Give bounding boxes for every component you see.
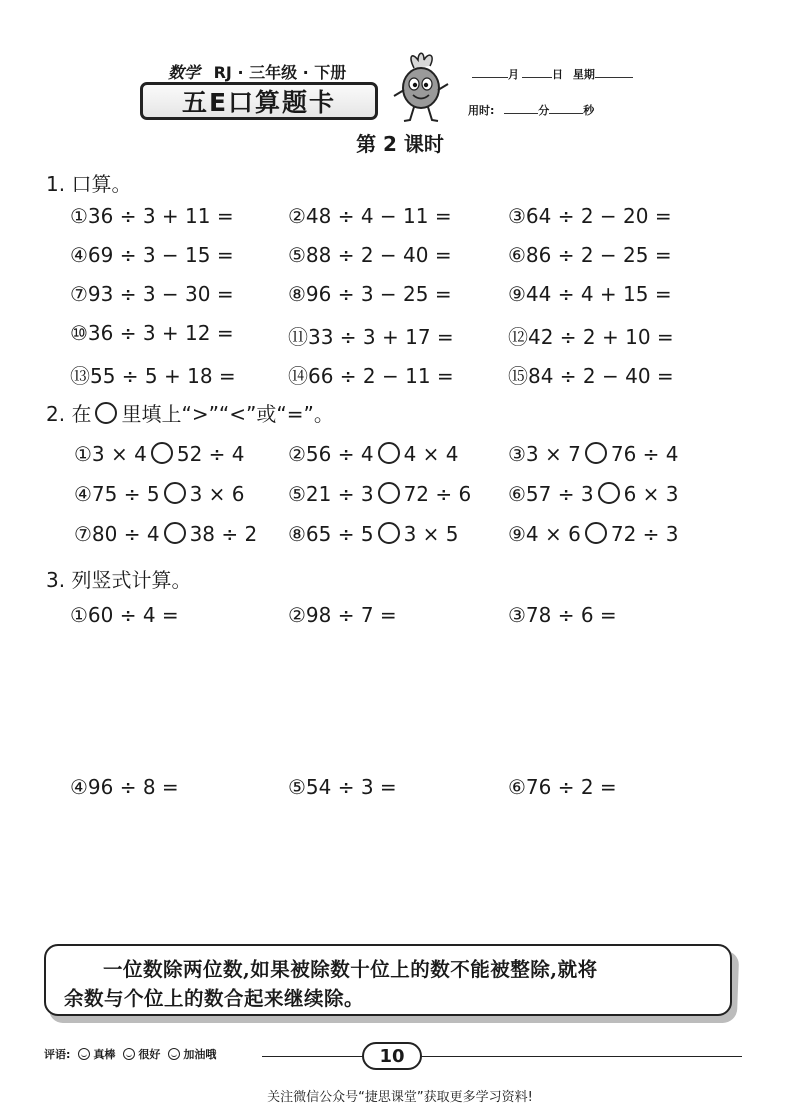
section2-title-suffix: 里填上“>”“<”或“=”。 <box>121 402 334 426</box>
oral-problem: ⑪33 ÷ 3 + 17 = <box>288 325 454 349</box>
radish-mascot-icon <box>390 50 452 124</box>
compare-circle[interactable] <box>598 482 620 504</box>
compare-left: ①3 × 4 <box>74 442 147 466</box>
oral-problem: ⑧96 ÷ 3 − 25 = <box>288 282 452 306</box>
compare-problem <box>508 482 679 506</box>
section2-title-prefix: 2. 在 <box>46 402 92 426</box>
compare-right: 72 ÷ 3 <box>610 522 679 546</box>
compare-right: 52 ÷ 4 <box>176 442 245 466</box>
footer-divider <box>262 1056 742 1057</box>
oral-problem: ⑨44 ÷ 4 + 15 = <box>508 282 672 306</box>
lesson-title: 第 2 课时 <box>356 132 444 156</box>
day-label: 日 <box>552 68 563 81</box>
compare-problem <box>288 482 471 506</box>
oral-problem: ④69 ÷ 3 − 15 = <box>70 243 234 267</box>
oral-problem: ⑬55 ÷ 5 + 18 = <box>70 364 236 388</box>
oral-problem: ⑤88 ÷ 2 − 40 = <box>288 243 452 267</box>
compare-circle[interactable] <box>164 482 186 504</box>
oral-problem: ⑦93 ÷ 3 − 30 = <box>70 282 234 306</box>
oral-problem: ⑮84 ÷ 2 − 40 = <box>508 364 674 388</box>
second-blank[interactable] <box>549 102 583 114</box>
oral-problem: ⑫42 ÷ 2 + 10 = <box>508 325 674 349</box>
compare-right: 6 × 3 <box>623 482 679 506</box>
section3-title: 3. 列竖式计算。 <box>46 568 192 592</box>
subject-line <box>168 60 346 83</box>
rating-label: 真棒 <box>93 1048 116 1061</box>
minute-label: 分 <box>538 104 550 117</box>
compare-problem <box>74 522 257 546</box>
compare-circle[interactable] <box>378 442 400 464</box>
card-title: 五E口算题卡 <box>181 88 337 117</box>
time-line <box>468 102 594 118</box>
compare-left: ③3 × 7 <box>508 442 581 466</box>
subject-label: 数学 <box>168 63 201 82</box>
rating-label: 很好 <box>138 1048 161 1061</box>
vertical-calc-problem: ①60 ÷ 4 = <box>70 603 179 627</box>
oral-problem: ⑥86 ÷ 2 − 25 = <box>508 243 672 267</box>
compare-left: ⑥57 ÷ 3 <box>508 482 594 506</box>
vertical-calc-problem: ⑥76 ÷ 2 = <box>508 775 617 799</box>
compare-problem <box>508 442 679 466</box>
compare-left: ⑨4 × 6 <box>508 522 581 546</box>
vertical-calc-problem: ②98 ÷ 7 = <box>288 603 397 627</box>
compare-right: 3 × 5 <box>403 522 459 546</box>
compare-problem <box>74 482 245 506</box>
smiley-icon[interactable] <box>168 1048 180 1060</box>
title-banner <box>140 82 378 120</box>
comment-area <box>44 1046 216 1062</box>
compare-circle[interactable] <box>585 442 607 464</box>
oral-problem: ①36 ÷ 3 + 11 = <box>70 204 234 228</box>
compare-circle[interactable] <box>164 522 186 544</box>
vertical-calc-problem: ⑤54 ÷ 3 = <box>288 775 397 799</box>
second-label: 秒 <box>583 104 595 117</box>
compare-right: 38 ÷ 2 <box>189 522 258 546</box>
section1-title: 1. 口算。 <box>46 172 132 196</box>
compare-circle[interactable] <box>378 522 400 544</box>
blank-circle-icon <box>95 402 117 424</box>
compare-left: ⑧65 ÷ 5 <box>288 522 374 546</box>
time-label: 用时: <box>468 104 495 117</box>
section2-title <box>46 398 334 427</box>
smiley-icon[interactable] <box>123 1048 135 1060</box>
date-line <box>472 66 633 82</box>
compare-right: 72 ÷ 6 <box>403 482 472 506</box>
compare-circle[interactable] <box>378 482 400 504</box>
tip-line-1: 一位数除两位数,如果被除数十位上的数不能被整除,就将 <box>103 958 598 981</box>
compare-circle[interactable] <box>585 522 607 544</box>
oral-problem: ⑭66 ÷ 2 − 11 = <box>288 364 454 388</box>
compare-right: 4 × 4 <box>403 442 459 466</box>
smiley-icon[interactable] <box>78 1048 90 1060</box>
compare-problem <box>288 442 459 466</box>
tip-line-2: 余数与个位上的数合起来继续除。 <box>64 987 365 1010</box>
weekday-blank[interactable] <box>595 66 633 78</box>
oral-problem: ②48 ÷ 4 − 11 = <box>288 204 452 228</box>
compare-left: ⑤21 ÷ 3 <box>288 482 374 506</box>
month-blank[interactable] <box>472 66 508 78</box>
edition-label: RJ · 三年级 · 下册 <box>213 63 347 82</box>
comment-label: 评语: <box>44 1048 71 1061</box>
day-blank[interactable] <box>522 66 552 78</box>
compare-right: 3 × 6 <box>189 482 245 506</box>
oral-problem: ③64 ÷ 2 − 20 = <box>508 204 672 228</box>
vertical-calc-problem: ③78 ÷ 6 = <box>508 603 617 627</box>
bottom-note: 关注微信公众号“捷思课堂”获取更多学习资料! <box>267 1090 533 1105</box>
compare-problem <box>288 522 459 546</box>
vertical-calc-problem: ④96 ÷ 8 = <box>70 775 179 799</box>
compare-circle[interactable] <box>151 442 173 464</box>
compare-problem <box>74 442 245 466</box>
compare-left: ②56 ÷ 4 <box>288 442 374 466</box>
compare-left: ④75 ÷ 5 <box>74 482 160 506</box>
rating-label: 加油哦 <box>183 1048 217 1061</box>
tip-box <box>44 944 732 1016</box>
weekday-label: 星期 <box>572 68 595 81</box>
compare-left: ⑦80 ÷ 4 <box>74 522 160 546</box>
compare-problem <box>508 522 679 546</box>
month-label: 月 <box>508 68 519 81</box>
compare-right: 76 ÷ 4 <box>610 442 679 466</box>
minute-blank[interactable] <box>504 102 538 114</box>
oral-problem: ⑩36 ÷ 3 + 12 = <box>70 321 234 345</box>
page-number: 10 <box>362 1042 422 1070</box>
